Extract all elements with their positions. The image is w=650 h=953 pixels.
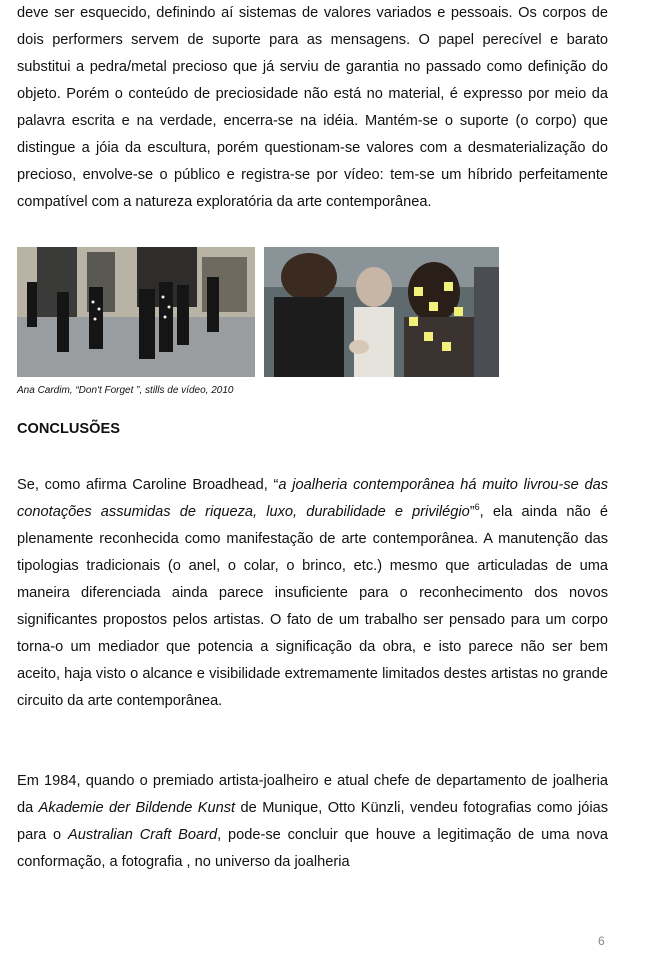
- page: [17, 0, 608, 216]
- top-paragraph: deve ser esquecido, definindo aí sistemas de valores variados e pessoais. Os corpos de dois performers servem de suporte para as mensagens. O papel perecível e barato substitui a pedra/metal precioso que já serviu de garantia no passado como definição do objeto. Porém o conteúdo de preciosidade não está no material, é expresso por meio da palavra escrita e na verdade, encerra-se na idéia. Mantém-se o suporte (o corpo) que distingue a jóia da escultura, porém questionam-se valores com a desmaterialização do precioso, envolve-se o público e registra-se por vídeo: tem-se um híbrido perfeitamente compatível com a natureza exploratória da arte contemporânea.: [17, 5, 608, 210]
- para3-part2: de Munique, Otto Künzli, vendeu fotografias como jóias para o: [17, 800, 608, 843]
- footnote-ref[interactable]: 6: [474, 502, 480, 512]
- akademie-name: Akademie der Bildende Kunst: [38, 800, 236, 816]
- craft-board-name: Australian Craft Board: [68, 827, 218, 843]
- video-still-crowd: [264, 247, 499, 377]
- broadhead-quote: a joalheria contemporânea há muito livrou-se das conotações assumidas de riqueza, luxo, durabilidade e privilégio: [17, 477, 609, 520]
- page-number: 6: [598, 934, 605, 948]
- video-stills: [17, 247, 499, 377]
- section-heading: CONCLUSÕES: [17, 421, 120, 437]
- para2-rest: , ela ainda não é plenamente reconhecida como manifestação de arte contemporânea. A manutenção das tipologias tradicionais (o anel, o colar, o brinco, etc.) mesmo que articuladas de uma maneira diferenciada ainda parece insuficiente para o reconhecimento dos novos significantes propostos pelos artistas. O fato de um trabalho ser pensado para um corpo torna-o um mediador que potencia a significação da obra, e isto parece não ser bem aceito, haja visto o alcance e visibilidade extremamente limitados destes artistas no grande circuito da arte contemporânea.: [17, 504, 608, 709]
- para3-part1: Em 1984, quando o premiado artista-joalheiro e atual chefe de departamento de joalheria da: [17, 773, 608, 816]
- figure-caption: Ana Cardim, “Don't Forget ”, stills de vídeo, 2010: [17, 385, 234, 396]
- kunzli-paragraph: [17, 768, 608, 876]
- conclusions-paragraph: [17, 472, 608, 715]
- para2-intro: Se, como afirma Caroline Broadhead, “: [17, 477, 279, 493]
- video-still-street: [17, 247, 255, 377]
- para3-part3: , pode-se concluir que houve a legitimação de uma nova conformação, a fotografia , no universo da joalheria: [17, 827, 608, 870]
- quote-close: ”: [469, 504, 475, 520]
